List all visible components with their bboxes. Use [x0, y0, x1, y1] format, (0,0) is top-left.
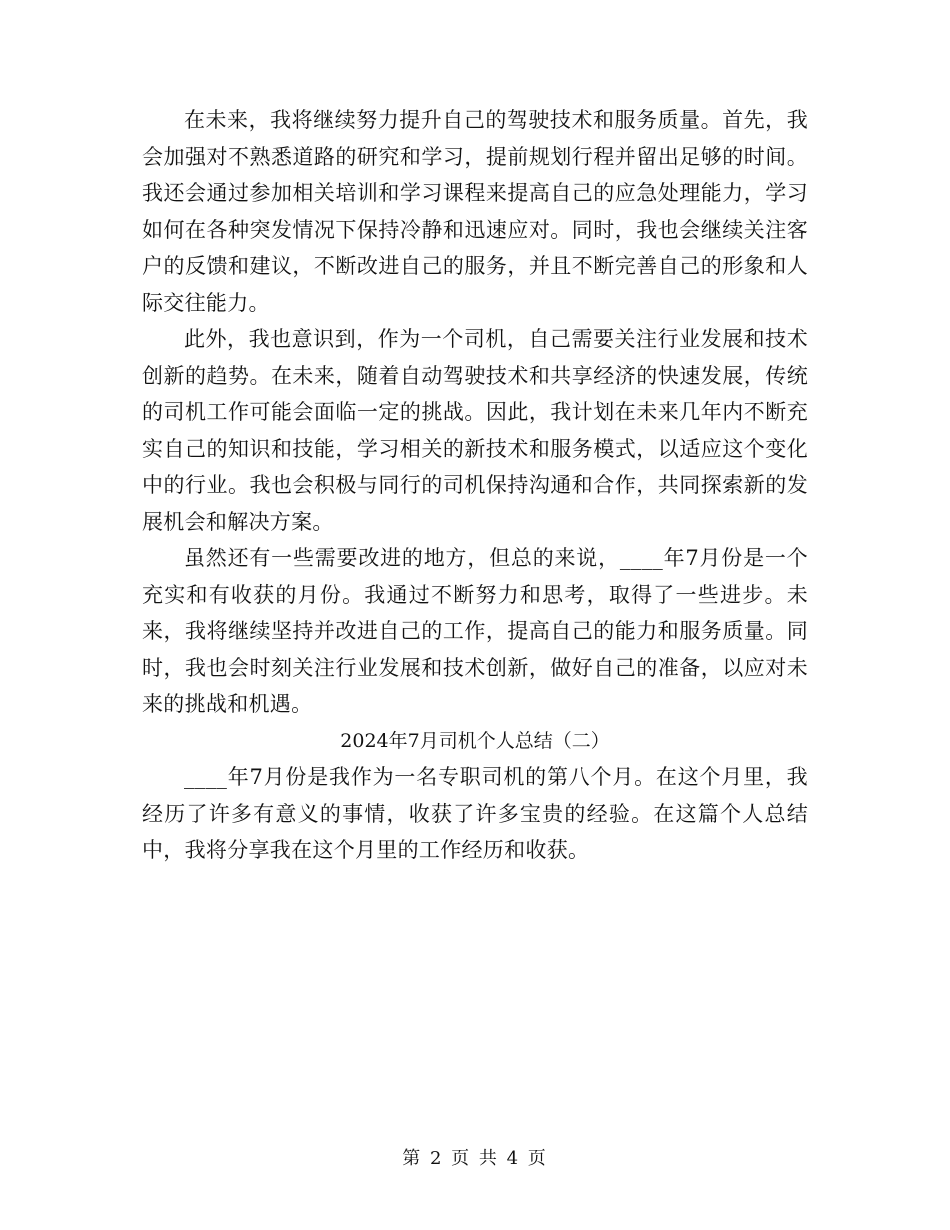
paragraph-conclusion: 虽然还有一些需要改进的地方，但总的来说，____年7月份是一个充实和有收获的月份。我通过不断努力和思考，取得了一些进步。未来，我将继续坚持并改进自己的工作，提高自己的能力和服务质量。同时，我也会时刻关注行业发展和技术创新，做好自己的准备，以应对未来的挑战和机遇。: [142, 546, 808, 716]
section-heading: 2024年7月司机个人总结（二）: [340, 729, 610, 752]
paragraph-intro-part-two: ____年7月份是我作为一名专职司机的第八个月。在这个月里，我经历了许多有意义的事情，收获了许多宝贵的经验。在这篇个人总结中，我将分享我在这个月里的工作经历和收获。: [142, 765, 808, 862]
paragraph-industry-trends: 此外，我也意识到，作为一个司机，自己需要关注行业发展和技术创新的趋势。在未来，随着自动驾驶技术和共享经济的快速发展，传统的司机工作可能会面临一定的挑战。因此，我计划在未来几年内不断充实自己的知识和技能，学习相关的新技术和服务模式，以适应这个变化中的行业。我也会积极与同行的司机保持沟通和合作，共同探索新的发展机会和解决方案。: [142, 327, 808, 534]
paragraph-future-plans: 在未来，我将继续努力提升自己的驾驶技术和服务质量。首先，我会加强对不熟悉道路的研究和学习，提前规划行程并留出足够的时间。我还会通过参加相关培训和学习课程来提高自己的应急处理能力，学习如何在各种突发情况下保持冷静和迅速应对。同时，我也会继续关注客户的反馈和建议，不断改进自己的服务，并且不断完善自己的形象和人际交往能力。: [142, 108, 808, 315]
page-number-footer: 第 2 页 共 4 页: [402, 1148, 548, 1169]
document-body: [142, 102, 808, 869]
